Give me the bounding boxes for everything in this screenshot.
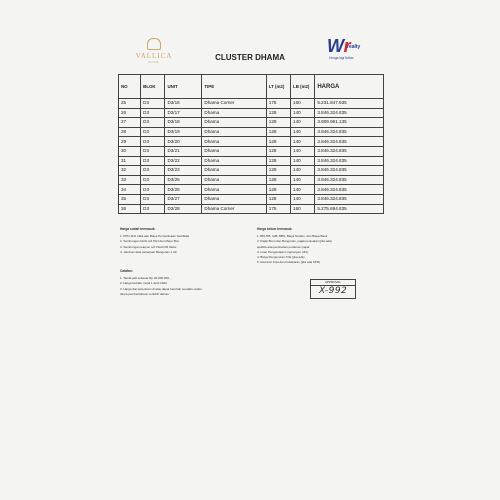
cell-unit: D3/21 [165, 146, 202, 156]
cell-blok: D3 [141, 204, 165, 214]
cell-lt: 128 [266, 137, 290, 147]
cell-tipe: Dhama [202, 156, 266, 166]
note-item: 4. Jaminan atas pekerjaan Bangunan 1 thn [120, 249, 178, 254]
cell-no: 36 [119, 204, 141, 214]
cell-blok: D3 [141, 146, 165, 156]
table-row [119, 108, 384, 118]
cell-blok: D3 [141, 175, 165, 185]
cell-lb: 140 [291, 137, 315, 147]
table-row [119, 127, 384, 137]
cell-tipe: Dhama Corner [202, 204, 266, 214]
cell-blok: D3 [141, 127, 165, 137]
cell-lt: 128 [266, 108, 290, 118]
cell-lb: 140 [291, 194, 315, 204]
cell-blok: D3 [141, 108, 165, 118]
header-lb: LB (m2) [291, 75, 315, 99]
cell-blok: D3 [141, 185, 165, 195]
cell-lb: 140 [291, 175, 315, 185]
cell-unit: D3/19 [165, 127, 202, 137]
note-item: 4. Biaya Pengecoran AYE (jika ada) [257, 255, 305, 260]
table-row [119, 185, 384, 195]
cell-harga: 3.846.324.835 [315, 156, 384, 166]
developer-logo [128, 38, 180, 64]
table-row [119, 156, 384, 166]
cell-harga: 5.231.847.935 [315, 99, 384, 109]
cell-harga: 3.846.324.835 [315, 194, 384, 204]
cell-lb: 140 [291, 156, 315, 166]
cell-lt: 128 [266, 166, 290, 176]
cell-no: 25 [119, 99, 141, 109]
cell-lt: 128 [266, 127, 290, 137]
note-item: tanpa pemberitahuan terlebih dahulu [120, 291, 169, 296]
cell-lb: 160 [291, 204, 315, 214]
cell-lt: 128 [266, 194, 290, 204]
table-row [119, 99, 384, 109]
table-row [119, 166, 384, 176]
terms-notes-heading: Catatan: [120, 269, 133, 273]
included-notes-heading: Harga sudah termasuk: [120, 227, 156, 231]
cell-harga: 3.846.324.835 [315, 146, 384, 156]
crest-icon [147, 38, 161, 50]
cell-blok: D3 [141, 99, 165, 109]
note-item: 2. Harga berlaku mulai 1 April 2022 [120, 281, 167, 286]
header-no: NO [119, 75, 141, 99]
cell-lt: 128 [266, 156, 290, 166]
cell-tipe: Dhama [202, 185, 266, 195]
realty-logo-tagline: Hunga lagi Ikhlas [329, 56, 354, 60]
cell-no: 34 [119, 185, 141, 195]
page-title: CLUSTER DHAMA [215, 53, 285, 62]
cell-no: 27 [119, 118, 141, 128]
realty-logo-word: realty [347, 44, 361, 50]
cell-lb: 140 [291, 185, 315, 195]
cell-no: 35 [119, 194, 141, 204]
cell-unit: D3/18 [165, 118, 202, 128]
cell-blok: D3 [141, 194, 165, 204]
cell-unit: D3/23 [165, 166, 202, 176]
cell-blok: D3 [141, 137, 165, 147]
cell-unit: D3/17 [165, 108, 202, 118]
note-item: 3. Iuran Pengelolaan Lingkungan (IPL) [257, 249, 309, 254]
cell-lb: 140 [291, 146, 315, 156]
cell-no: 30 [119, 146, 141, 156]
cell-tipe: Dhama Corner [202, 99, 266, 109]
wr-logo-icon: Wr [327, 36, 351, 56]
note-item: apabila ada perubahan peraturan pajak [257, 244, 310, 249]
approval-signature-area [311, 286, 355, 298]
cell-unit: D3/16 [165, 99, 202, 109]
table-row [119, 146, 384, 156]
note-item: 1. PPN 11% (Jika dan Biaya Pemeriksaan Sertifikat) [120, 234, 190, 239]
approval-signature: X-992 [319, 285, 348, 296]
note-item: 3. Sambungan telepon s/d TELKOM Meter [120, 244, 177, 249]
cell-no: 28 [119, 127, 141, 137]
cell-unit: D3/26 [165, 185, 202, 195]
header-blok: BLOK [141, 75, 165, 99]
cell-no: 29 [119, 137, 141, 147]
cell-tipe: Dhama [202, 118, 266, 128]
cell-tipe: Dhama [202, 127, 266, 137]
excluded-notes [257, 227, 385, 265]
cell-tipe: Dhama [202, 108, 266, 118]
cell-no: 26 [119, 108, 141, 118]
cell-tipe: Dhama [202, 166, 266, 176]
realty-logo [325, 36, 375, 62]
cell-no: 33 [119, 175, 141, 185]
cell-harga: 3.846.324.835 [315, 175, 384, 185]
cell-blok: D3 [141, 118, 165, 128]
cell-lb: 140 [291, 108, 315, 118]
header-harga: HARGA [315, 75, 384, 99]
excluded-notes-heading: Harga belum termasuk: [257, 227, 293, 231]
cell-lb: 140 [291, 166, 315, 176]
cell-harga: 3.846.324.835 [315, 185, 384, 195]
cell-harga: 3.846.324.835 [315, 108, 384, 118]
included-notes [120, 227, 240, 255]
note-item: 5. Asuransi Jiwa dan Kebakaran (jika ada KPR) [257, 260, 321, 265]
cell-unit: D3/28 [165, 204, 202, 214]
cell-tipe: Dhama [202, 194, 266, 204]
table-row [119, 204, 384, 214]
table-row [119, 194, 384, 204]
cell-lt: 128 [266, 185, 290, 195]
cell-tipe: Dhama [202, 146, 266, 156]
cell-tipe: Dhama [202, 137, 266, 147]
cell-no: 31 [119, 156, 141, 166]
table-header-row [119, 75, 384, 99]
approval-label: APPROVAL [311, 280, 355, 286]
cell-harga: 3.909.961.135 [315, 118, 384, 128]
cell-harga: 3.846.324.835 [315, 166, 384, 176]
cell-unit: D3/22 [165, 156, 202, 166]
cell-unit: D3/27 [165, 194, 202, 204]
header-lt: LT (m2) [266, 75, 290, 99]
cell-harga: 5.275.694.835 [315, 204, 384, 214]
cell-lt: 128 [266, 146, 290, 156]
header-tipe: TIPE [202, 75, 266, 99]
cell-lb: 140 [291, 127, 315, 137]
note-item: 3. Harga dan ketentuan di atas dapat berubah sewaktu-waktu [120, 286, 202, 291]
cell-unit: D3/20 [165, 137, 202, 147]
cell-harga: 3.846.324.835 [315, 137, 384, 147]
cell-lb: 160 [291, 99, 315, 109]
cell-no: 32 [119, 166, 141, 176]
cell-lt: 175 [266, 204, 290, 214]
header-unit: UNIT [165, 75, 202, 99]
note-item: 1. BPHTB, AJB, BBN, Biaya Notaris, dan Biaya Bank [257, 234, 328, 239]
note-item: 1. Tanda jadi sebesar Rp 20.000.000,- [120, 276, 171, 281]
note-item: 2. Sambungan listrik s/d PLN dan Meter Box [120, 239, 180, 244]
cell-unit: D3/25 [165, 175, 202, 185]
cell-blok: D3 [141, 156, 165, 166]
cell-lb: 140 [291, 118, 315, 128]
table-row [119, 137, 384, 147]
approval-box [310, 279, 356, 299]
cell-lt: 128 [266, 118, 290, 128]
developer-logo-brand: VALLICA [135, 52, 173, 60]
cell-harga: 3.846.324.835 [315, 127, 384, 137]
price-table [118, 74, 384, 214]
table-row [119, 175, 384, 185]
table-row [119, 118, 384, 128]
terms-notes [120, 269, 240, 297]
cell-blok: D3 [141, 166, 165, 176]
developer-logo-sub: RISE [148, 60, 160, 64]
note-item: 2. Pajak Bumi dan Bangunan, pajak penjualan (jika ada) [257, 239, 332, 244]
cell-lt: 175 [266, 99, 290, 109]
cell-lt: 128 [266, 175, 290, 185]
cell-tipe: Dhama [202, 175, 266, 185]
